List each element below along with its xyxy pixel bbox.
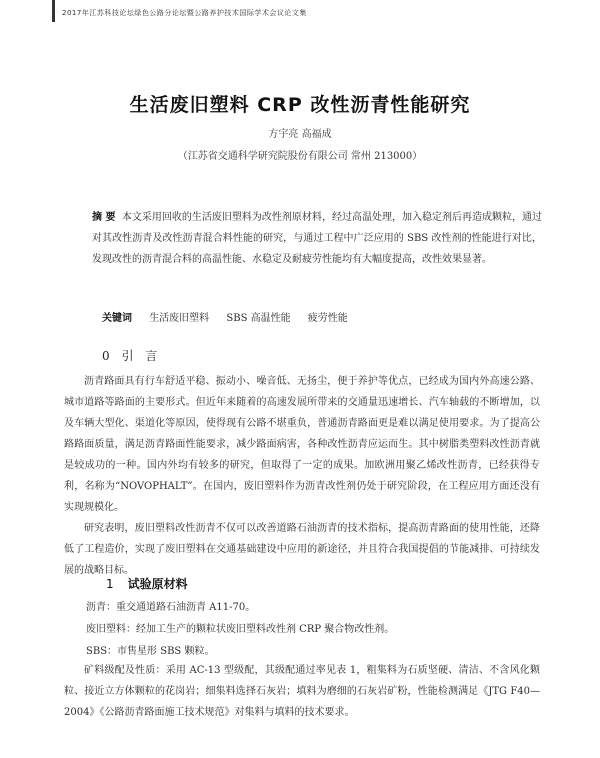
material-sbs: SBS：市售星形 SBS 颗粒。 [86, 646, 215, 657]
keyword-item: 生活废旧塑料 [149, 313, 210, 324]
keywords-label: 关键词 [102, 313, 132, 324]
material-aggregate: 矿料级配及性质：采用 AC-13 型级配，其级配通过率见表 1，粗集料为石质坚硬、清洁、不含风化颗粒、接近立方体颗粒的花岗岩；细集料选择石灰岩；填料为磨细的石灰岩矿粉，性能检测满足《JTG F40—2004》《公路沥青路面施工技术规范》对集料与填料的技术要求。 [64, 665, 540, 718]
authors: 方宇亮 高福成 [268, 129, 332, 140]
header-rule [52, 0, 55, 22]
section-title: 试验原材料 [127, 577, 188, 591]
abstract [92, 207, 542, 270]
affiliation: （江苏省交通科学研究院股份有限公司 常州 213000） [177, 151, 423, 162]
material-asphalt: 沥青：重交通道路石油沥青 A11-70。 [86, 602, 256, 613]
section-heading-materials [106, 575, 188, 592]
abstract-text: 本文采用回收的生活废旧塑料为改性剂原材料，经过高温处理，加入稳定剂后再造成颗粒，通过对其改性沥青及改性沥青混合料性能的研究，与通过工程中广泛应用的 SBS 改性剂的性能进行对比，发现改性的沥青混合料的高温性能、水稳定及耐疲劳性能均有大幅度提高，改性效果显著。 [92, 212, 543, 265]
keywords [102, 309, 348, 324]
keyword-item: SBS 高温性能 [226, 313, 291, 324]
material-plastic: 废旧塑料：经加工生产的颗粒状废旧塑料改性剂 CRP 聚合物改性剂。 [86, 624, 395, 635]
section-number: 1 [106, 577, 114, 591]
abstract-label: 摘 要 [92, 212, 116, 223]
paper-title: 生活废旧塑料 CRP 改性沥青性能研究 [129, 94, 471, 116]
section-heading-intro: 0 引 言 [102, 349, 162, 363]
intro-paragraph-1: 沥青路面具有行车舒适平稳、振动小、噪音低、无扬尘，便于养护等优点，已经成为国内外高速公路、城市道路等路面的主要形式。但近年来随着的高速发展所带来的交通量迅速增长、汽车轴载的不断增加，以及车辆大型化、渠道化等原因，使得现有公路不堪重负，普通沥青路面更是难以满足使用要求。为了提高公路路面质量，满足沥青路面性能要求，减少路面病害，各种改性沥青应运而生。其中树脂类塑料改性沥青就是较成功的一种。国内外均有较多的研究，但取得了一定的成果。加欧洲用聚乙烯改性沥青，已经获得专利，名称为“NOVOPHALT”。在国内，废旧塑料作为沥青改性剂仍处于研究阶段，在工程应用方面还没有实现规模化。 [64, 376, 540, 513]
intro-paragraph-2: 研究表明，废旧塑料改性沥青不仅可以改善道路石油沥青的技术指标，提高沥青路面的使用性能，还降低了工程造价，实现了废旧塑料在交通基础建设中应用的新途径，并且符合我国提倡的节能减排、可持续发展的战略目标。 [64, 523, 540, 576]
keyword-item: 疲劳性能 [307, 313, 348, 324]
running-head: 2017年江苏科技论坛绿色公路分论坛暨公路养护技术国际学术会议论文集 [62, 9, 307, 17]
